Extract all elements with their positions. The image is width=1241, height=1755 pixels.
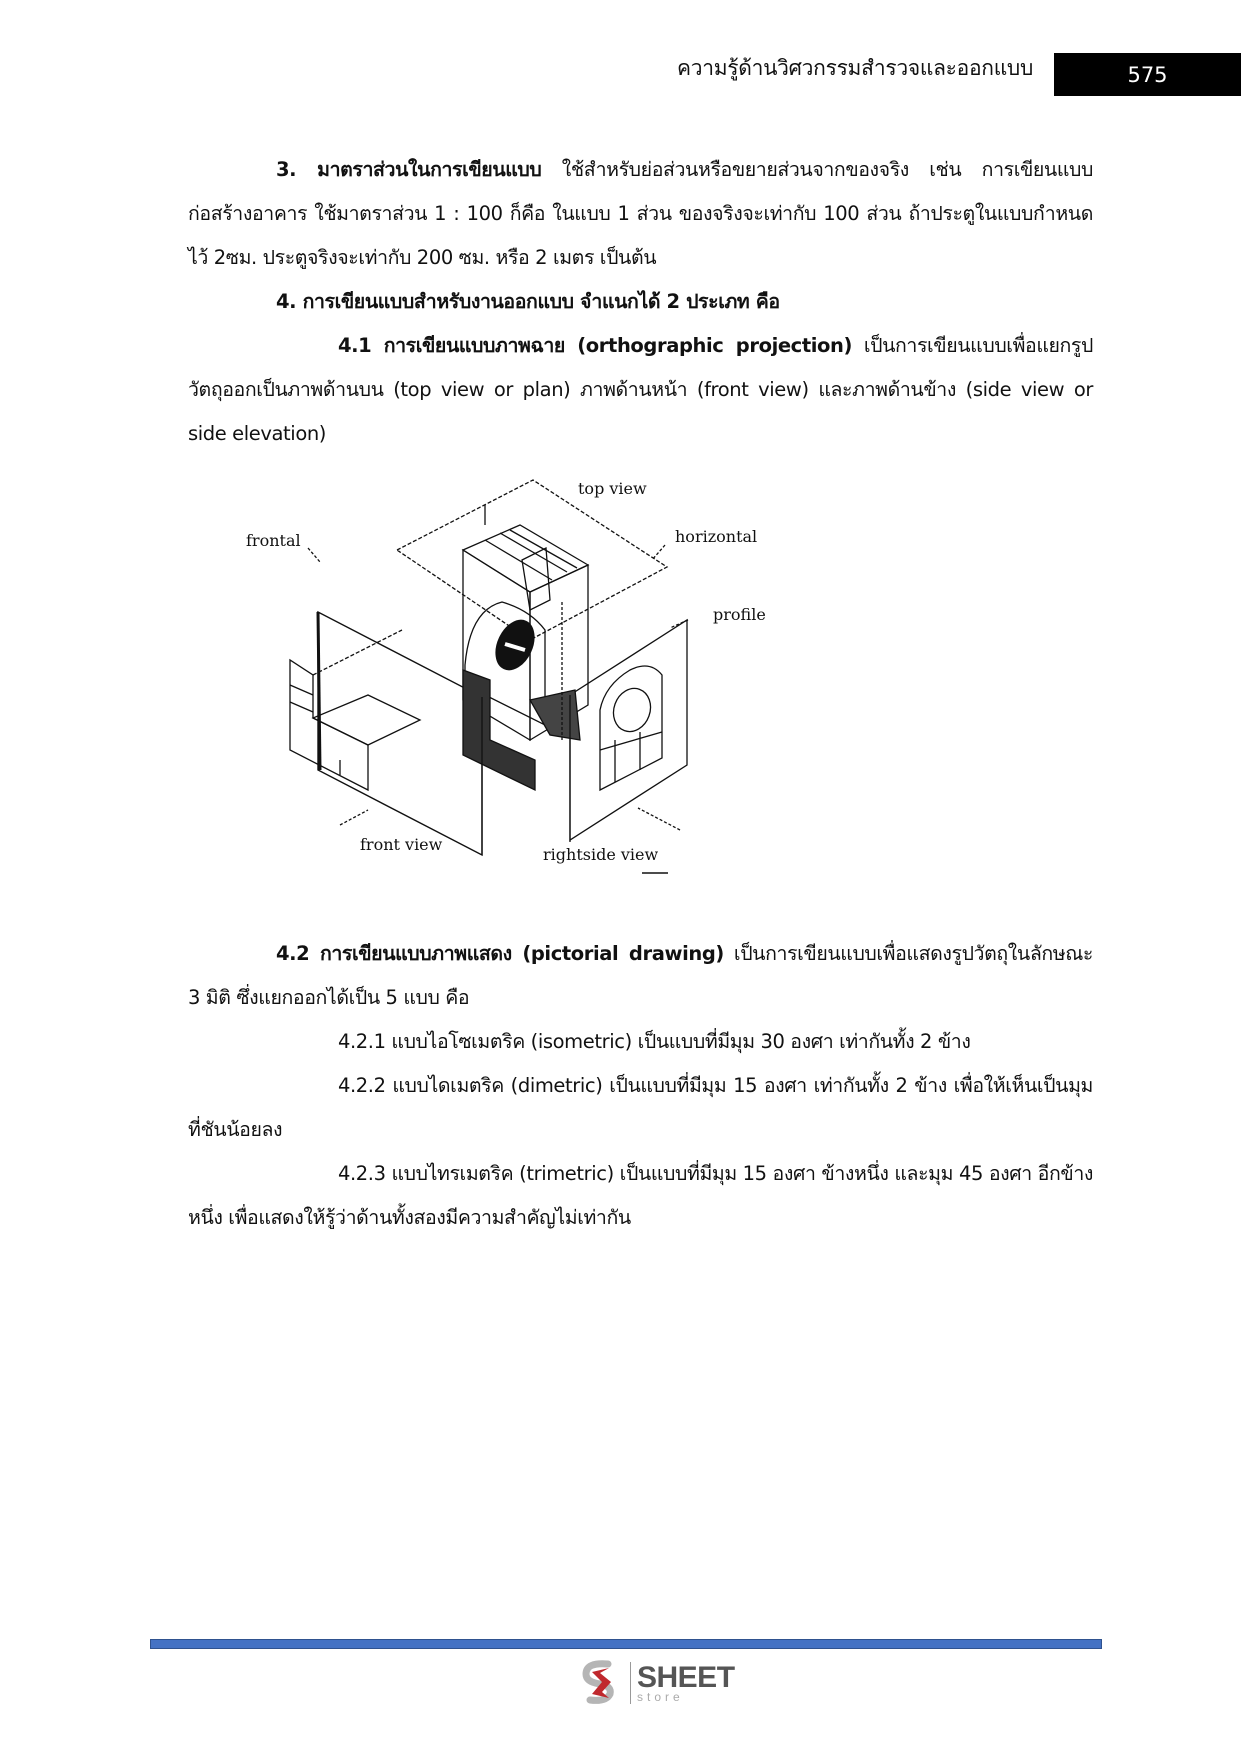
paragraph-pictorial: [188, 932, 1093, 1020]
paragraph-orthographic: [188, 324, 1093, 456]
page-number: 575: [1127, 62, 1168, 87]
body-lower: [188, 932, 1093, 1240]
label-top-view: top view: [578, 479, 647, 498]
heading-scale: 3. มาตราส่วนในการเขียนแบบ: [276, 158, 542, 181]
logo-separator: [630, 1662, 631, 1704]
text-orthographic: เป็นการเขียนแบบเพื่อแยกรูปวัตถุออกเป็นภาพด้านบน (top view or plan) ภาพด้านหน้า (front view) และภาพด้านข้าง (side view or side elevation): [188, 334, 1093, 445]
label-frontal: frontal: [246, 531, 301, 550]
page-number-box: [1054, 53, 1241, 96]
orthographic-projection-figure: [246, 470, 780, 880]
paragraph-scale: [188, 148, 1093, 280]
label-profile: profile: [713, 605, 766, 624]
body-upper: [188, 148, 1093, 456]
text-pictorial: เป็นการเขียนแบบเพื่อแสดงรูปวัตถุในลักษณะ 3 มิติ ซึ่งแยกออกได้เป็น 5 แบบ คือ: [188, 942, 1093, 1009]
text-scale: ใช้สำหรับย่อส่วนหรือขยายส่วนจากของจริง เช่น การเขียนแบบก่อสร้างอาคาร ใช้มาตราส่วน 1 : 100 ก็คือ ในแบบ 1 ส่วน ของจริงจะเท่ากับ 100 ส่วน ถ้าประตูในแบบกำหนดไว้ 2ซม. ประตูจริงจะเท่ากับ 200 ซม. หรือ 2 เมตร เป็นต้น: [188, 158, 1093, 269]
paragraph-isometric: 4.2.1 แบบไอโซเมตริค (isometric) เป็นแบบที่มีมุม 30 องศา เท่ากันทั้ง 2 ข้าง: [338, 1030, 971, 1053]
heading-orthographic: 4.1 การเขียนแบบภาพฉาย (orthographic projection): [338, 334, 853, 357]
paragraph-design-drawing: [188, 280, 1093, 324]
label-front-view: front view: [360, 835, 443, 854]
heading-pictorial: 4.2 การเขียนแบบภาพแสดง (pictorial drawing): [276, 942, 724, 965]
sheet-store-logo: [578, 1660, 735, 1706]
running-header-title: ความรู้ด้านวิศวกรรมสำรวจและออกแบบ: [677, 56, 1033, 80]
heading-design-drawing: 4. การเขียนแบบสำหรับงานออกแบบ จำแนกได้ 2 ประเภท คือ: [276, 290, 780, 313]
logo-main-text: SHEET: [637, 1661, 735, 1694]
logo-s-icon: [578, 1660, 624, 1706]
footer-rule: [150, 1639, 1102, 1649]
paragraph-trimetric: 4.2.3 แบบไทรเมตริค (trimetric) เป็นแบบที่มีมุม 15 องศา ข้างหนึ่ง และมุม 45 องศา อีกข้างหนึ่ง เพื่อแสดงให้รู้ว่าด้านทั้งสองมีความสำคัญไม่เท่ากัน: [188, 1162, 1093, 1229]
label-rightside-view: rightside view: [543, 845, 659, 864]
label-horizontal: horizontal: [675, 527, 758, 546]
logo-sub-text: store: [637, 1690, 684, 1704]
frontal-plane: [318, 612, 482, 855]
figure-drawing: [246, 470, 780, 880]
logo-wordmark: [637, 1663, 735, 1703]
paragraph-dimetric: 4.2.2 แบบไดเมตริค (dimetric) เป็นแบบที่มีมุม 15 องศา เท่ากันทั้ง 2 ข้าง เพื่อให้เห็นเป็นมุมที่ชันน้อยลง: [188, 1074, 1093, 1141]
